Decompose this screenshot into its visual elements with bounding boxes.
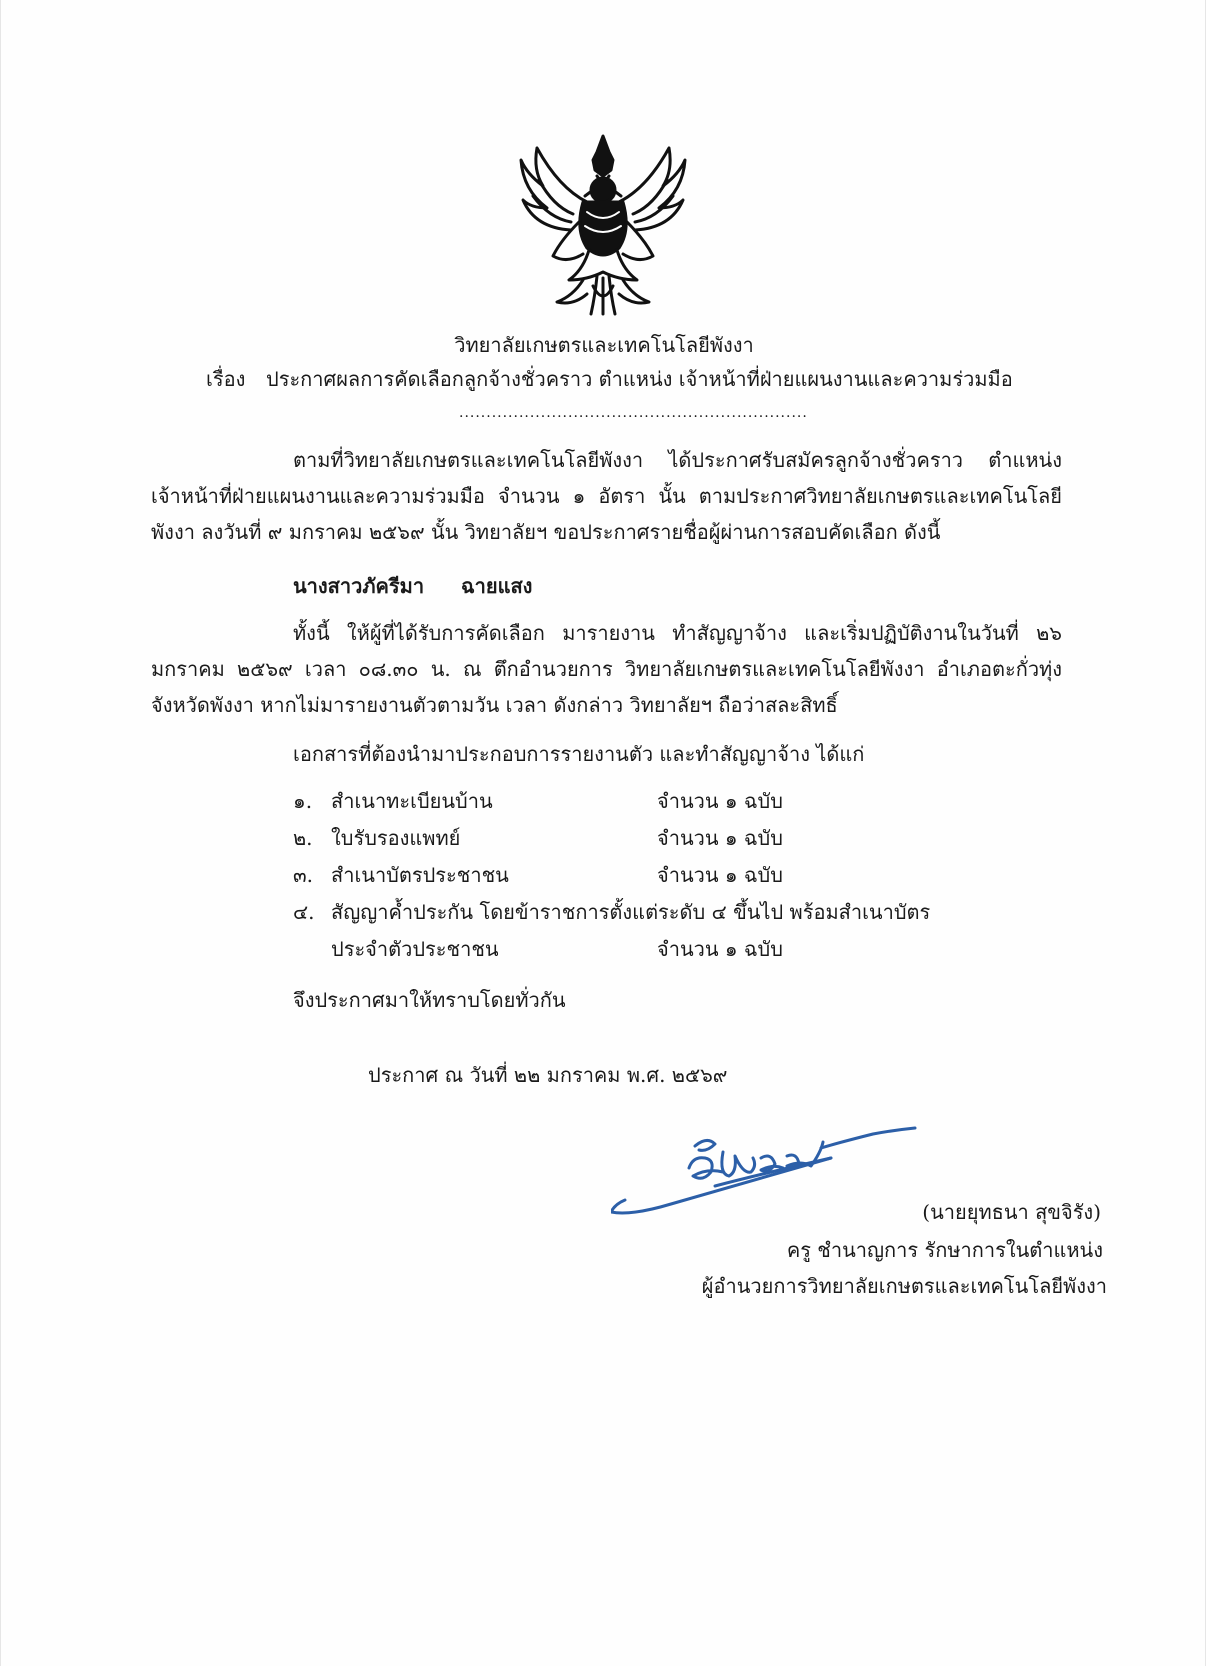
document-item — [293, 863, 783, 887]
document-item — [293, 826, 783, 850]
document-text: ใบรับรองแพทย์ — [331, 826, 461, 850]
document-item — [293, 900, 930, 924]
document-number: ๑. — [293, 789, 313, 813]
garuda-emblem-icon — [513, 130, 693, 318]
document-item — [293, 937, 783, 961]
body-line-2: เจ้าหน้าที่ฝ่ายแผนงานและความร่วมมือ จำนวน ๑ อัตรา นั้น ตามประกาศวิทยาลัยเกษตรและเทคโนโลยี — [151, 484, 1062, 508]
candidate-last-name: ฉายแสง — [461, 574, 533, 598]
report-line-1: ทั้งนี้ ให้ผู้ที่ได้รับการคัดเลือก มารายงาน ทำสัญญาจ้าง และเริ่มปฏิบัติงานในวันที่ ๒๖ — [293, 621, 1062, 645]
report-line-2: มกราคม ๒๕๖๙ เวลา ๐๘.๓๐ น. ณ ตึกอำนวยการ วิทยาลัยเกษตรและเทคโนโลยีพังงา อำเภอตะกั่วทุ่ง — [151, 657, 1062, 681]
document-number: ๓. — [293, 863, 314, 887]
announcement-date: ประกาศ ณ วันที่ ๒๒ มกราคม พ.ศ. ๒๕๖๙ — [368, 1063, 728, 1087]
document-number: ๔. — [293, 900, 315, 924]
subject-label: เรื่อง — [206, 367, 246, 391]
document-text: สัญญาค้ำประกัน โดยข้าราชการตั้งแต่ระดับ ๔ ขึ้นไป พร้อมสำเนาบัตร — [331, 900, 931, 924]
document-text: สำเนาบัตรประชาชน — [331, 863, 509, 887]
document-text: สำเนาทะเบียนบ้าน — [331, 789, 493, 813]
report-line-3: จังหวัดพังงา หากไม่มารายงานตัวตามวัน เวลา ดังกล่าว วิทยาลัยฯ ถือว่าสละสิทธิ์ — [151, 693, 838, 717]
document-quantity: จำนวน ๑ ฉบับ — [657, 789, 783, 813]
organization-name: วิทยาลัยเกษตรและเทคโนโลยีพังงา — [454, 333, 754, 357]
signatory-name: (นายยุทธนา สุขจิรัง) — [922, 1200, 1101, 1224]
subject-text: ประกาศผลการคัดเลือกลูกจ้างชั่วคราว ตำแหน่ง เจ้าหน้าที่ฝ่ายแผนงานและความร่วมมือ — [266, 367, 1013, 391]
document-quantity: จำนวน ๑ ฉบับ — [657, 826, 783, 850]
body-line-1: ตามที่วิทยาลัยเกษตรและเทคโนโลยีพังงา ได้ประกาศรับสมัครลูกจ้างชั่วคราว ตำแหน่ง — [293, 448, 1062, 472]
signatory-office: ผู้อำนวยการวิทยาลัยเกษตรและเทคโนโลยีพังงา — [701, 1274, 1107, 1298]
separator-dots: ................................................................ — [459, 405, 808, 421]
selected-candidate — [293, 574, 532, 598]
signatory-title: ครู ชำนาญการ รักษาการในตำแหน่ง — [786, 1238, 1103, 1262]
document-quantity: จำนวน ๑ ฉบับ — [657, 937, 783, 961]
body-line-3: พังงา ลงวันที่ ๙ มกราคม ๒๕๖๙ นั้น วิทยาลัยฯ ขอประกาศรายชื่อผู้ผ่านการสอบคัดเลือก ดังนี้ — [151, 520, 941, 544]
document-text: ประจำตัวประชาชน — [331, 937, 499, 961]
closing-statement: จึงประกาศมาให้ทราบโดยทั่วกัน — [293, 988, 566, 1012]
document-number: ๒. — [293, 826, 313, 850]
documents-intro: เอกสารที่ต้องนำมาประกอบการรายงานตัว และทำสัญญาจ้าง ได้แก่ — [293, 742, 865, 766]
subject-line — [206, 367, 1013, 391]
candidate-first-name: นางสาวภัครีมา — [293, 574, 425, 598]
document-quantity: จำนวน ๑ ฉบับ — [657, 863, 783, 887]
document-item — [293, 789, 783, 813]
